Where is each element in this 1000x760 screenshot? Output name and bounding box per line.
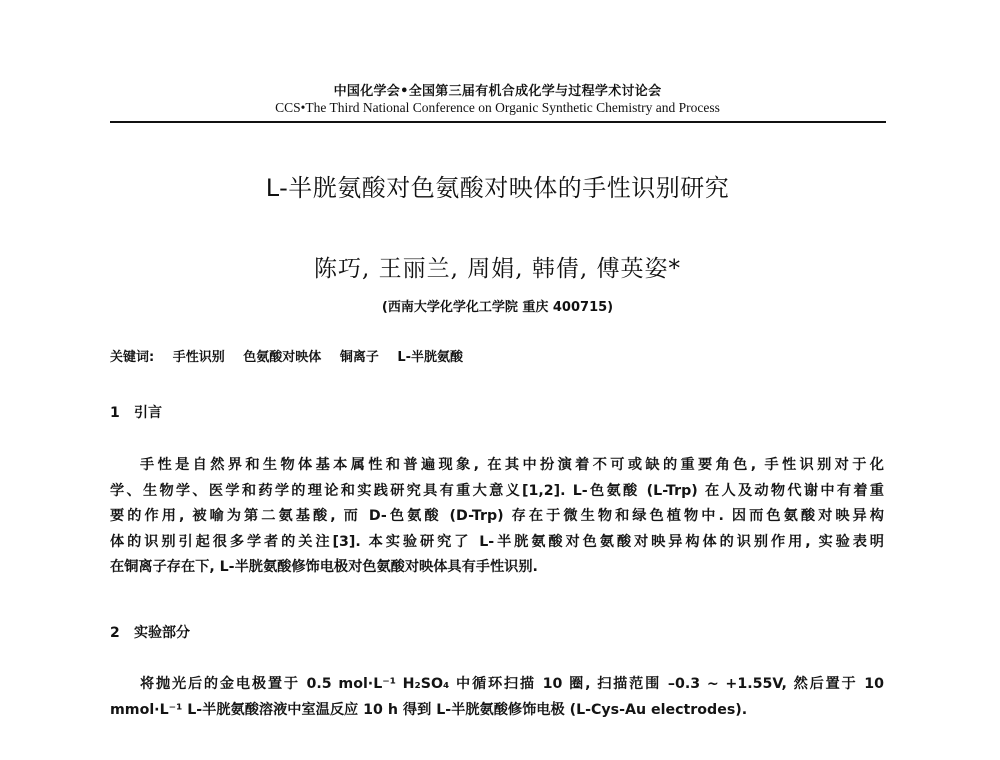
keyword-item: L-半胱氨酸 (397, 350, 464, 365)
conference-title-en: CCS•The Third National Conference on Organic Synthetic Chemistry and Process (275, 100, 720, 115)
section-heading-experimental (110, 622, 190, 642)
conference-title-cn: 中国化学会•全国第三届有机合成化学与过程学术讨论会 (333, 84, 662, 99)
affiliation: (西南大学化学化工学院 重庆 400715) (381, 300, 614, 315)
keyword-item: 铜离子 (339, 350, 379, 365)
paragraph-line: 将抛光后的金电极置于 0.5 mol·L⁻¹ H₂SO₄ 中循环扫描 10 圈, 扫描范围 –0.3 ~ +1.55V, 然后置于 10 (140, 676, 884, 692)
paragraph-line: mmol·L⁻¹ L-半胱氨酸溶液中室温反应 10 h 得到 L-半胱氨酸修饰电极 (L-Cys-Au electrodes). (110, 701, 748, 718)
section-number: 2 (110, 625, 120, 641)
paragraph-line: 体的识别引起很多学者的关注[3]. 本实验研究了 L-半胱氨酸对色氨酸对映异构体的识别作用, 实验表明 (110, 533, 884, 550)
paper-title: L-半胱氨酸对色氨酸对映体的手性识别研究 (265, 174, 730, 202)
keyword-item: 手性识别 (172, 350, 225, 365)
author-list: 陈巧, 王丽兰, 周娟, 韩倩, 傅英姿* (314, 256, 681, 282)
paragraph-line: 在铜离子存在下, L-半胱氨酸修饰电极对色氨酸对映体具有手性识别. (110, 559, 538, 575)
section-heading-introduction (110, 402, 162, 422)
section-title: 引言 (134, 405, 162, 421)
paragraph-line: 要的作用, 被喻为第二氨基酸, 而 D-色氨酸 (D-Trp) 存在于微生物和绿色植物中. 因而色氨酸对映异构 (110, 508, 884, 524)
paragraph-line: 手性是自然界和生物体基本属性和普遍现象, 在其中扮演着不可或缺的重要角色, 手性识别对于化 (140, 457, 884, 473)
keywords-line (110, 346, 477, 365)
keywords-label: 关键词: (110, 350, 155, 365)
header-divider (110, 121, 886, 123)
introduction-paragraph (110, 453, 884, 581)
section-title: 实验部分 (134, 625, 190, 641)
section-number: 1 (110, 405, 120, 421)
paragraph-line: 学、生物学、医学和药学的理论和实践研究具有重大意义[1,2]. L-色氨酸 (L-Trp) 在人及动物代谢中有着重 (110, 482, 884, 499)
experimental-paragraph (110, 672, 884, 723)
keyword-item: 色氨酸对映体 (243, 350, 322, 365)
